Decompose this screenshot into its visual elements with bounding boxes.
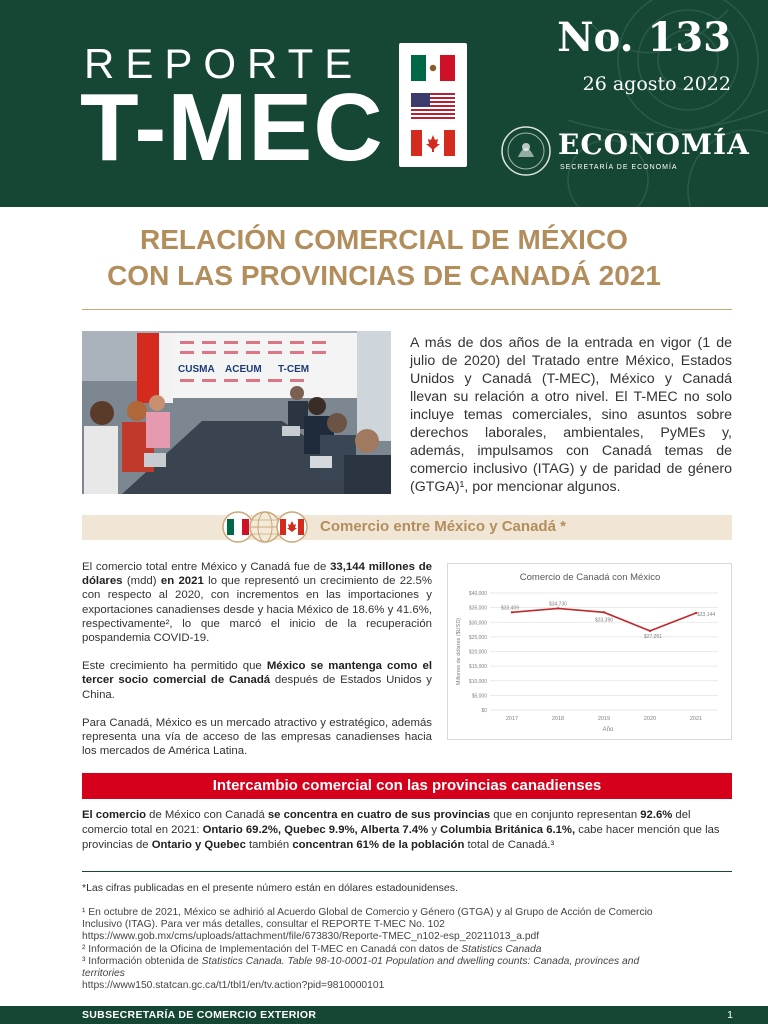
text-span: ² Información de la Oficina de Implementación del T-MEC en Canadá con datos de (82, 943, 462, 955)
y-axis-label: Millones de dólares ($USD) (456, 617, 462, 686)
italic-span: Statistics Canada (461, 943, 542, 955)
data-point (649, 630, 651, 632)
footnote-3-cont (82, 968, 732, 980)
issue-date: 26 agosto 2022 (582, 73, 731, 95)
title-line-1: RELACIÓN COMERCIAL DE MÉXICO (140, 224, 628, 255)
italic-span: territories (82, 968, 125, 980)
bold-span: 33,144 millones de dólares (82, 561, 432, 588)
text-span: del comercio total en 2021: (82, 809, 691, 836)
footer-label: SUBSECRETARÍA DE COMERCIO EXTERIOR (82, 1009, 317, 1021)
usa-flag-icon (411, 93, 455, 119)
trade-chart (447, 563, 732, 740)
photo-banner-text-1: CUSMA (178, 364, 215, 375)
brand-main-text: T-MEC (80, 74, 384, 181)
trade-text-block (82, 560, 432, 772)
text-span: y (428, 824, 441, 836)
flags-panel (399, 43, 467, 167)
y-tick-label: $5,000 (471, 693, 487, 700)
issue-number: No. 133 (557, 14, 731, 61)
bold-span: en 2021 (160, 575, 204, 588)
text-span: cabe hacer mención que las provincias de (82, 824, 720, 851)
data-label: $33,144 (697, 612, 716, 619)
chart-title: Comercio de Canadá con México (519, 572, 661, 583)
data-point (511, 611, 513, 613)
bold-span: 92.6% (640, 809, 673, 821)
text-span: El comercio total entre México y Canadá fue de (82, 561, 331, 573)
article-title (0, 222, 768, 294)
data-label: $33,409 (500, 605, 520, 612)
footnote-currency: *Las cifras publicadas en el presente número están en dólares estadounidenses. (82, 882, 458, 894)
flags-globe-icon (222, 510, 308, 544)
photo-banner-text-2: ACEUM (225, 364, 262, 375)
footnote-1-line-1: ¹ En octubre de 2021, México se adhirió al Acuerdo Global de Comercio y Género (GTGA) y al Grupo de Acción de Comercio (82, 907, 653, 918)
y-tick-label: $30,000 (468, 620, 487, 627)
section-title-provinces: Intercambio comercial con las provincias canadienses (82, 773, 732, 799)
trade-paragraph-3: Para Canadá, México es un mercado atractivo y estratégico, además representa una vía de acceso de las empresas canadienses hacia los mercados de América Latina. (82, 716, 432, 758)
bold-span: Ontario 69.2%, Quebec 9.9%, Alberta 7.4% (202, 824, 429, 836)
footnote-1-line-2: Inclusivo (ITAG). Para ver más detalles, consultar el REPORTE T-MEC No. 102 (82, 919, 445, 931)
meeting-photo (82, 331, 391, 494)
footnote-3-link[interactable]: https://www150.statcan.gc.ca/t1/tbl1/en/tv.action?pid=9810000101 (82, 980, 385, 992)
x-tick-label: 2017 (505, 716, 519, 722)
brand-top-text: REPORTE (84, 40, 364, 87)
line-chart (448, 564, 733, 741)
y-tick-label: $0 (481, 708, 487, 714)
y-tick-label: $40,000 (468, 591, 487, 597)
text-span: también (245, 839, 293, 851)
intro-paragraph: A más de dos años de la entrada en vigor (1 de julio de 2020) del Tratado entre México, Estados Unidos y Canadá (T-MEC), México y Canadá llevan su relación a otro nivel. El T-MEC no solo incluye temas comerciales, sino asuntos sobre derechos laborales, ambientales, PyMEs y, además, impulsamos con Canadá temas de comercio inclusivo (ITAG) y de paridad de género (GTGA)¹, por mencionar algunos. (410, 335, 732, 495)
footnote-1-link[interactable]: https://www.gob.mx/cms/uploads/attachment/file/673830/Reporte-TMEC_n102-esp_20211013_a.pdf (82, 931, 540, 943)
text-span: de México con Canadá (146, 809, 268, 821)
data-label: $34,730 (548, 601, 568, 608)
text-span: total de Canadá.³ (464, 839, 555, 851)
footnote-3 (82, 956, 732, 968)
footnotes-block (82, 907, 732, 992)
ministry-subtitle: SECRETARÍA DE ECONOMÍA (560, 164, 678, 171)
x-tick-label: 2018 (551, 716, 565, 722)
text-span: que en conjunto representan (490, 809, 641, 821)
page-footer (0, 1006, 768, 1024)
x-tick-label: 2020 (643, 716, 657, 722)
y-tick-label: $35,000 (468, 605, 487, 612)
data-point (557, 607, 559, 609)
data-point (603, 611, 605, 613)
bold-span: concentran 61% de la población (292, 839, 465, 851)
text-span: después de Estados Unidos y China. (82, 674, 432, 701)
trade-paragraph-2 (82, 659, 432, 702)
bold-span: México se mantenga como el tercer socio comercial de Canadá (82, 660, 432, 687)
y-tick-label: $20,000 (468, 649, 487, 656)
bold-span: El comercio (82, 809, 147, 821)
footnote-2 (82, 944, 732, 956)
italic-span: Statistics Canada. Table 98-10-0001-01 Population and dwelling counts: Canada, provinces and (201, 955, 640, 967)
photo-banner-text-3: T-CEM (278, 364, 310, 375)
canada-flag-icon (411, 130, 455, 156)
government-seal-icon (500, 125, 552, 177)
y-tick-label: $25,000 (468, 634, 487, 641)
data-label: $27,051 (643, 633, 663, 640)
text-span: (mdd) (122, 575, 161, 588)
y-tick-label: $10,000 (468, 678, 487, 685)
x-tick-label: 2019 (597, 716, 611, 722)
y-tick-label: $15,000 (468, 664, 487, 671)
footnote-divider (82, 871, 732, 872)
x-axis-label: Año (602, 727, 614, 733)
data-label: $33,390 (594, 617, 614, 624)
ministry-name: ECONOMÍA (558, 128, 750, 161)
text-span: ³ Información obtenida de (82, 955, 202, 967)
trade-paragraph-1 (82, 560, 432, 645)
mexico-flag-icon (411, 55, 455, 81)
page-number: 1 (727, 1009, 733, 1021)
text-span: Este crecimiento ha permitido que (82, 660, 267, 673)
title-divider (82, 309, 732, 310)
bold-span: Ontario y Quebec (151, 839, 246, 851)
text-span: lo que representó un crecimiento de 22.5% con respecto al 2020, con incrementos en las importaciones y exportaciones canadienses desde y hacia México de 18.6% y 41.6%, respectivamente², lo que marcó el inicio de la recuperación pospandemia COVID-19. (82, 575, 432, 645)
report-header (0, 0, 768, 207)
provinces-paragraph (82, 808, 734, 853)
title-line-2: CON LAS PROVINCIAS DE CANADÁ 2021 (107, 260, 661, 291)
bold-span: Columbia Británica 6.1%, (440, 824, 576, 836)
x-tick-label: 2021 (689, 716, 703, 722)
section-title-trade: Comercio entre México y Canadá * (320, 518, 566, 535)
bold-span: se concentra en cuatro de sus provincias (267, 809, 491, 821)
